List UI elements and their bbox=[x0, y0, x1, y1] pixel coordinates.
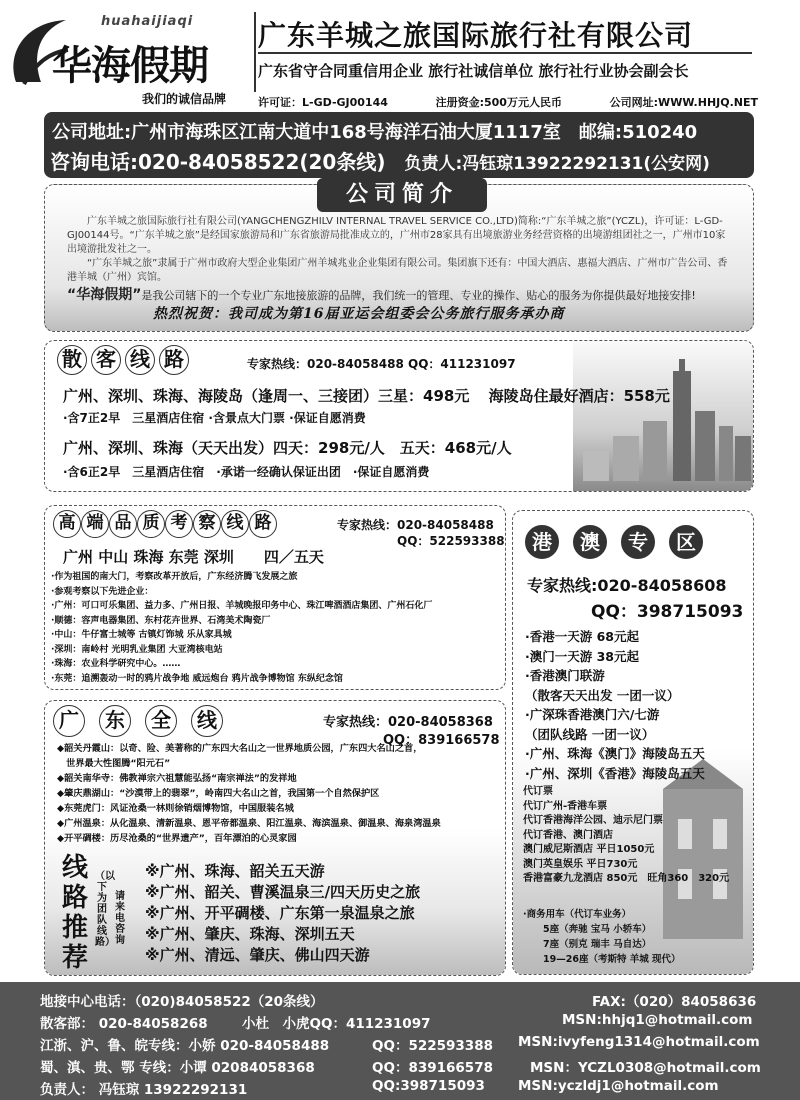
gaoduan-qq: QQ：522593388 bbox=[397, 534, 505, 548]
consult-phone[interactable]: 咨询电话:020-84058522(20条线) bbox=[50, 150, 386, 174]
list-item: （散客天天出发 一团一议） bbox=[525, 687, 680, 703]
msn-hhjq1[interactable]: MSN:hhjq1@hotmail.com bbox=[562, 1012, 753, 1028]
skyline-icon bbox=[573, 341, 753, 491]
list-item: ·香港澳门联游 bbox=[525, 668, 605, 683]
title-char: 路 bbox=[249, 510, 277, 538]
guangdong-section bbox=[44, 700, 506, 976]
msn-ivyfeng[interactable]: MSN:ivyfeng1314@hotmail.com bbox=[518, 1034, 760, 1050]
sanke-hotline: 专家热线：020-84058488 QQ：411231097 bbox=[247, 357, 516, 371]
sanke-dept-qq: 小杜 小虎QQ：411231097 bbox=[242, 1016, 431, 1032]
list-item: 代订广州-香港车票 bbox=[523, 800, 608, 812]
title-char: 专 bbox=[621, 525, 655, 559]
guangdong-hotline: 专家热线：020-84058368 bbox=[323, 715, 493, 730]
contact-footer bbox=[0, 982, 800, 1100]
jiangzhe-line: 江浙、沪、鲁、皖专线：小娇 020-84058488 bbox=[40, 1038, 330, 1054]
title-char: 客 bbox=[91, 345, 121, 375]
list-item: ·商务用车（代订车业务） bbox=[523, 909, 632, 920]
title-char: 质 bbox=[137, 510, 165, 538]
recommend-note-team: （以下为团队线路） bbox=[95, 871, 115, 948]
intro-paragraph-3 bbox=[67, 287, 735, 304]
recommend-list bbox=[145, 861, 420, 966]
title-char: 考 bbox=[165, 510, 193, 538]
intro-slogan: 热烈祝贺：我司成为第16届亚运会组委会公务旅行服务承办商 bbox=[153, 306, 565, 322]
logo-slogan: 我们的诚信品牌 bbox=[142, 92, 227, 106]
person-in-charge-footer: 负责人： 冯钰琼 13922292131 bbox=[40, 1082, 248, 1098]
title-char: 线 bbox=[191, 705, 223, 737]
list-item: ·参观考察以下先进企业： bbox=[51, 586, 154, 597]
sanke-section bbox=[44, 340, 754, 492]
logo-chinese: 华海假期 bbox=[52, 42, 208, 89]
list-item: 代订票 bbox=[523, 786, 553, 797]
sanke-route-1 bbox=[63, 385, 670, 406]
intro-body bbox=[67, 215, 735, 304]
title-char: 线 bbox=[61, 853, 88, 883]
title-char: 东 bbox=[99, 705, 131, 737]
reception-phone: 地接中心电话：（020)84058522（20条线） bbox=[40, 994, 324, 1010]
list-item: 代订香港、澳门酒店 bbox=[523, 829, 613, 841]
intro-title: 公司简介 bbox=[317, 178, 487, 212]
gangao-qq: QQ：398715093 bbox=[591, 602, 744, 622]
list-item: 香港富豪九龙酒店 850元 旺角360 320元 bbox=[523, 873, 730, 884]
list-item: ·广深珠香港澳门六/七游 bbox=[525, 707, 660, 722]
consult-phone-line bbox=[50, 146, 710, 175]
person-qq: QQ:398715093 bbox=[372, 1078, 485, 1094]
logo-english: huahaijiaqi bbox=[101, 14, 194, 29]
guangdong-qq: QQ：839166578 bbox=[383, 733, 500, 748]
list-item: ◆东莞虎门：风证沧桑一林则徐销烟博物馆，中国服装名城 bbox=[57, 803, 294, 814]
sanke-dept-phone: 散客部： 020-84058268 bbox=[40, 1016, 208, 1032]
list-item: （团队线路 一团一议） bbox=[525, 726, 655, 742]
guangdong-title bbox=[53, 705, 223, 737]
list-item: 澳门威尼斯酒店 平日1050元 bbox=[523, 844, 655, 855]
intro-paragraph-1: 广东羊城之旅国际旅行社有限公司(YANGCHENGZHILV INTERNAL TRAVEL SERVICE CO.,LTD)简称:“广东羊城之旅”(YCZL)，许可证：L-GD-GJ00144号。“广东羊城之旅”是经国家旅游局和广东省旅游局批准成立的，广州市28家具有出境旅游业务经营资格的出境游组团社之一，广州市10家出境游批发社之一。 bbox=[67, 216, 726, 255]
list-item: ·深圳：南岭村 光明乳业集团 大亚湾核电站 bbox=[51, 644, 223, 655]
title-char: 线 bbox=[221, 510, 249, 538]
list-item: ◆韶关南华寺：佛教禅宗六祖慧能弘扬“南宗禅法”的发祥地 bbox=[57, 773, 297, 784]
title-char: 散 bbox=[57, 345, 87, 375]
list-item: 7座（别克 瑞丰 马自达） bbox=[543, 939, 652, 950]
title-char: 端 bbox=[81, 510, 109, 538]
person-in-charge: 负责人:冯钰琼13922292131(公安网) bbox=[404, 154, 710, 174]
title-char: 荐 bbox=[61, 943, 88, 973]
license-line bbox=[258, 94, 758, 110]
company-address: 公司地址:广州市海珠区江南大道中168号海洋石油大厦1117室 邮编:510240 bbox=[52, 122, 698, 143]
sanke-route-2-detail: ·含6正2早 三星酒店住宿 ·承诺一经确认保证出团 ·保证自愿消费 bbox=[63, 465, 430, 479]
route-1-hotel: 海陵岛住最好酒店：558元 bbox=[488, 387, 670, 405]
website-link[interactable]: 公司网址:WWW.HHJQ.NET bbox=[609, 96, 758, 109]
gangao-list bbox=[525, 627, 705, 783]
list-item: ·顺德：容声电器集团、东村花卉世界、石湾美术陶瓷厂 bbox=[51, 615, 271, 626]
list-item: ◆肇庆鼎湖山：“沙漠带上的翡翠”，岭南四大名山之首，我国第一个自然保护区 bbox=[57, 788, 380, 799]
list-item: ·中山：牛仔富士城等 古镇灯饰城 乐从家具城 bbox=[51, 630, 232, 640]
list-item: 世界最大性图腾“阳元石” bbox=[57, 758, 171, 769]
title-char: 路 bbox=[61, 883, 88, 913]
title-char: 区 bbox=[669, 525, 703, 559]
gaoduan-list bbox=[51, 570, 503, 686]
list-item: ※广州、肇庆、珠海、深圳五天 bbox=[145, 925, 355, 943]
title-char: 高 bbox=[53, 510, 81, 538]
title-char: 路 bbox=[159, 345, 189, 375]
capital: 注册资金:500万元人民币 bbox=[435, 96, 562, 109]
sanke-title bbox=[57, 345, 189, 375]
header-divider bbox=[254, 12, 256, 92]
list-item: 19—26座（考斯特 羊城 现代） bbox=[543, 954, 681, 965]
list-item: 5座（奔驰 宝马 小轿车） bbox=[543, 924, 652, 935]
gangao-hotline: 专家热线:020-84058608 bbox=[527, 576, 727, 595]
list-item: ※广州、韶关、曹溪温泉三/四天历史之旅 bbox=[145, 883, 421, 901]
gangao-booking bbox=[523, 785, 729, 887]
list-item: ·广州、深圳《香港》海陵岛五天 bbox=[525, 765, 705, 781]
company-honors: 广东省守合同重信用企业 旅行社诚信单位 旅行社行业协会副会长 bbox=[258, 62, 689, 80]
list-item: ·东莞：追溯轰动一时的鸦片战争地 威远炮台 鸦片战争博物馆 东纵纪念馆 bbox=[51, 673, 343, 684]
license: 许可证：L-GD-GJ00144 bbox=[258, 96, 388, 109]
intro-brand: “华海假期” bbox=[67, 287, 142, 303]
sanke-route-2: 广州、深圳、珠海（天天出发）四天：298元/人 五天：468元/人 bbox=[63, 439, 512, 457]
company-name: 广东羊城之旅国际旅行社有限公司 bbox=[258, 19, 694, 52]
guangdong-list bbox=[57, 741, 441, 846]
list-item: ·作为祖国的南大门，考察改革开放后，广东经济腾飞发展之旅 bbox=[51, 572, 298, 582]
address-bar bbox=[44, 112, 754, 178]
header-rule bbox=[258, 52, 752, 54]
route-1-title: 广州、深圳、珠海、海陵岛（逢周一、三接团）三星：498元 bbox=[63, 387, 470, 405]
recommend-title bbox=[59, 853, 91, 973]
list-item: ·香港一天游 68元起 bbox=[525, 629, 639, 644]
list-item: ※广州、珠海、韶关五天游 bbox=[145, 862, 325, 880]
list-item: ◆开平碉楼：历尽沧桑的“世界遗产”，百年漂泊的心灵家园 bbox=[57, 833, 297, 844]
title-char: 品 bbox=[109, 510, 137, 538]
title-char: 全 bbox=[145, 705, 177, 737]
intro-paragraph-2: “广东羊城之旅”隶属于广州市政府大型企业集团广州羊城兆业企业集团有限公司。集团旗下还有：中国大酒店、惠福大酒店、广州市广告公司、香港羊城（广州）宾馆。 bbox=[67, 258, 728, 283]
title-char: 广 bbox=[53, 705, 85, 737]
title-char: 港 bbox=[525, 525, 559, 559]
gangao-title bbox=[525, 525, 703, 559]
jiangzhe-qq: QQ：522593388 bbox=[372, 1038, 493, 1054]
shudian-line: 蜀、滇、贵、鄂 专线：小谭 02084058368 bbox=[40, 1060, 315, 1076]
list-item: 代订香港海洋公园、迪示尼门票 bbox=[523, 815, 663, 826]
list-item: ·珠海：农业科学研究中心。…… bbox=[51, 659, 181, 669]
title-char: 推 bbox=[61, 913, 88, 943]
list-item: 澳门英皇娱乐 平日730元 bbox=[523, 858, 638, 870]
title-char: 澳 bbox=[573, 525, 607, 559]
list-item: ※广州、开平碉楼、广东第一泉温泉之旅 bbox=[145, 904, 415, 922]
list-item: ·广州、珠海《澳门》海陵岛五天 bbox=[525, 746, 705, 761]
brand-logo bbox=[6, 8, 251, 106]
intro-brand-text: 是我公司辖下的一个专业广东地接旅游的品牌，我们统一的管理、专业的操作、贴心的服务为你提供最好地接安排! bbox=[141, 289, 696, 302]
list-item: ◆广州温泉：从化温泉、清新温泉、恩平帝都温泉、阳江温泉、海滨温泉、御温泉、海泉湾温泉 bbox=[57, 818, 441, 829]
list-item: ◆韶关丹霞山：以奇、险、美著称的广东四大名山之一世界地质公园，广东四大名山之首， bbox=[57, 743, 423, 754]
title-char: 察 bbox=[193, 510, 221, 538]
gangao-cars bbox=[523, 907, 681, 967]
recommend-note-call: 请来电咨询 bbox=[115, 891, 125, 946]
fax: FAX:（020）84058636 bbox=[592, 994, 757, 1010]
city-skyline-image bbox=[573, 341, 753, 491]
gaoduan-title bbox=[53, 510, 277, 538]
gangao-section bbox=[512, 510, 754, 975]
gaoduan-section bbox=[44, 505, 506, 690]
gaoduan-hotline: 专家热线：020-84058488 bbox=[337, 518, 494, 532]
list-item: ·广州：可口可乐集团、益力多、广州日报、羊城晚报印务中心、珠江啤酒酒店集团、广州石化厂 bbox=[51, 601, 433, 611]
msn-yczl0308[interactable]: MSN：YCZL0308@hotmail.com bbox=[530, 1060, 761, 1076]
list-item: ※广州、清远、肇庆、佛山四天游 bbox=[145, 946, 370, 964]
msn-yczldj1[interactable]: MSN:yczldj1@hotmail.com bbox=[518, 1078, 719, 1094]
title-char: 线 bbox=[125, 345, 155, 375]
gaoduan-route-title: 广州 中山 珠海 东莞 深圳 四／五天 bbox=[63, 548, 324, 566]
company-intro bbox=[44, 184, 754, 332]
shudian-qq: QQ：839166578 bbox=[372, 1060, 493, 1076]
sanke-route-1-detail: ·含7正2早 三星酒店住宿 ·含景点大门票 ·保证自愿消费 bbox=[63, 411, 366, 425]
list-item: ·澳门一天游 38元起 bbox=[525, 648, 639, 664]
